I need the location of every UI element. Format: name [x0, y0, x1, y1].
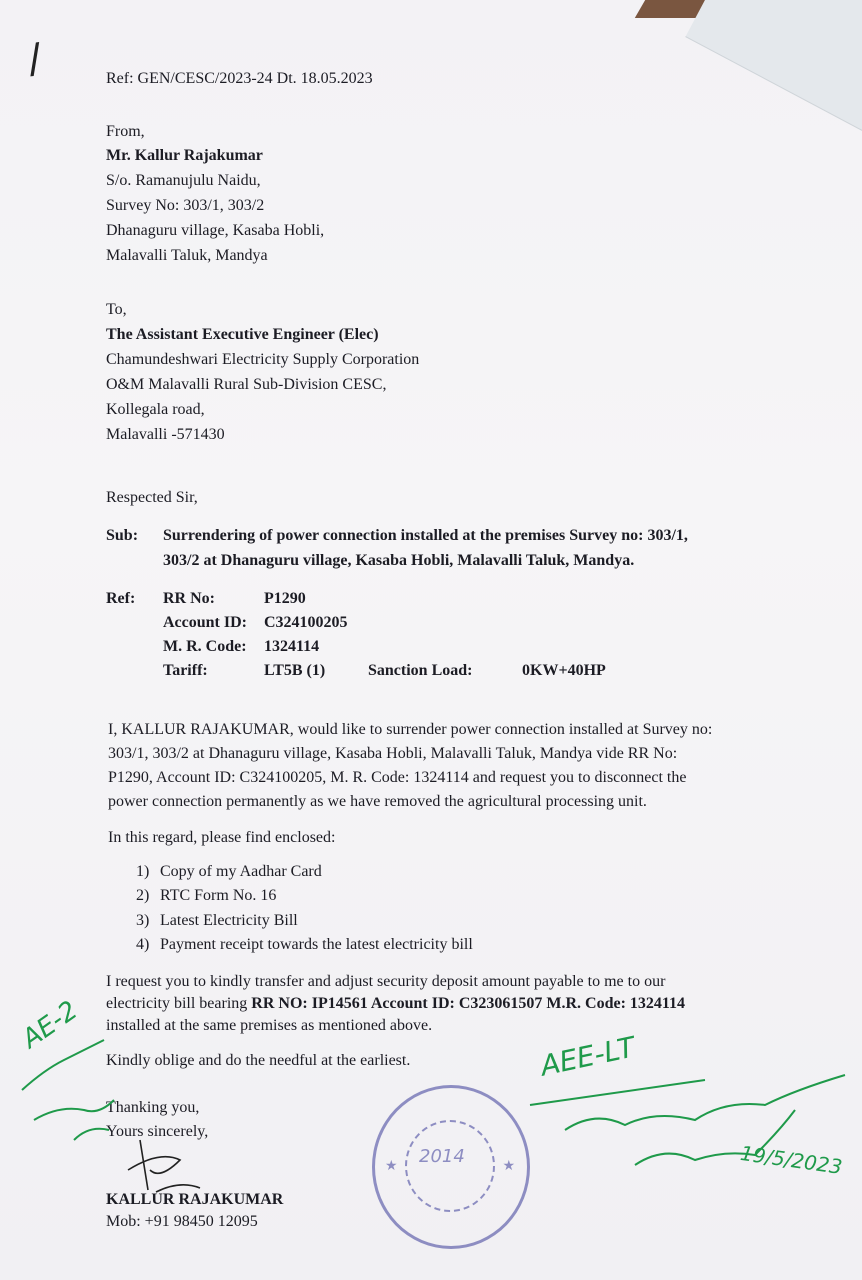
- recipient-address-line: Kollegala road,: [106, 401, 205, 418]
- reference-line: Ref: GEN/CESC/2023-24 Dt. 18.05.2023: [106, 70, 373, 87]
- closing-request: Kindly oblige and do the needful at the earliest.: [106, 1052, 411, 1069]
- thanking-line: Thanking you,: [106, 1099, 200, 1116]
- office-stamp: [372, 1085, 530, 1249]
- sender-address-line: Dhanaguru village, Kasaba Hobli,: [106, 222, 325, 239]
- mr-code-value: 1324114: [264, 638, 320, 655]
- list-item: 1) Copy of my Aadhar Card: [136, 863, 322, 880]
- recipient-title: The Assistant Executive Engineer (Elec): [106, 326, 379, 343]
- subject-label: Sub:: [106, 527, 139, 544]
- star-icon: ★: [502, 1159, 515, 1174]
- sign-off: Yours sincerely,: [106, 1123, 209, 1140]
- recipient-address-line: O&M Malavalli Rural Sub-Division CESC,: [106, 376, 387, 393]
- list-item: 3) Latest Electricity Bill: [136, 911, 298, 929]
- body-paragraph-line: I request you to kindly transfer and adjust security deposit amount payable to me to our: [106, 973, 666, 990]
- sender-name: Mr. Kallur Rajakumar: [106, 147, 263, 164]
- subject-line: 303/2 at Dhanaguru village, Kasaba Hobli, Malavalli Taluk, Mandya.: [163, 552, 635, 569]
- tariff-label: Tariff:: [163, 662, 208, 679]
- body-paragraph-line: power connection permanently as we have removed the agricultural processing unit.: [108, 793, 647, 810]
- body-paragraph-line: installed at the same premises as mentioned above.: [106, 1017, 433, 1034]
- ref-label: Ref:: [106, 590, 136, 607]
- salutation: Respected Sir,: [106, 489, 198, 506]
- corner-paper-slip: [685, 0, 862, 131]
- list-item: 4) Payment receipt towards the latest electricity bill: [136, 935, 473, 953]
- body-paragraph-line: 303/1, 303/2 at Dhanaguru village, Kasaba Hobli, Malavalli Taluk, Mandya vide RR No:: [108, 745, 678, 762]
- account-id-label: Account ID:: [163, 614, 247, 631]
- handwritten-note-left: AE-2: [16, 995, 84, 1055]
- to-label: To,: [106, 301, 127, 318]
- body-paragraph-line: electricity bill bearing RR NO: IP14561 Account ID: C323061507 M.R. Code: 1324114: [106, 995, 686, 1012]
- from-label: From,: [106, 123, 145, 140]
- sender-address-line: S/o. Ramanujulu Naidu,: [106, 172, 261, 189]
- rr-no-value: P1290: [264, 590, 306, 607]
- recipient-address-line: Malavalli -571430: [106, 426, 225, 443]
- pen-mark-icon: /: [24, 35, 45, 83]
- mobile-number: Mob: +91 98450 12095: [106, 1213, 258, 1230]
- tariff-value: LT5B (1): [264, 662, 326, 679]
- handwritten-date: 19/5/2023: [738, 1140, 844, 1180]
- rr-no-label: RR No:: [163, 590, 215, 607]
- stamp-year: 2014: [419, 1146, 465, 1167]
- sanction-load-label: Sanction Load:: [368, 662, 473, 679]
- handwritten-note-right: AEE-LT: [537, 1030, 638, 1083]
- enclosure-list: [136, 860, 473, 957]
- account-id-value: C324100205: [264, 614, 348, 631]
- mr-code-label: M. R. Code:: [163, 638, 247, 655]
- signatory-name: KALLUR RAJAKUMAR: [106, 1191, 284, 1208]
- star-icon: ★: [385, 1159, 398, 1174]
- sanction-load-value: 0KW+40HP: [522, 662, 606, 679]
- recipient-address-line: Chamundeshwari Electricity Supply Corporation: [106, 351, 420, 368]
- sender-address-line: Survey No: 303/1, 303/2: [106, 197, 265, 214]
- enclosed-intro: In this regard, please find enclosed:: [108, 829, 336, 846]
- green-scribble-icon: [14, 1030, 124, 1150]
- list-item: 2) RTC Form No. 16: [136, 887, 277, 905]
- subject-line: Surrendering of power connection installed at the premises Survey no: 303/1,: [163, 527, 688, 544]
- body-paragraph-line: P1290, Account ID: C324100205, M. R. Code: 1324114 and request you to disconnect the: [108, 769, 687, 786]
- body-paragraph-line: I, KALLUR RAJAKUMAR, would like to surrender power connection installed at Survey no:: [108, 721, 713, 738]
- sender-address-line: Malavalli Taluk, Mandya: [106, 247, 268, 264]
